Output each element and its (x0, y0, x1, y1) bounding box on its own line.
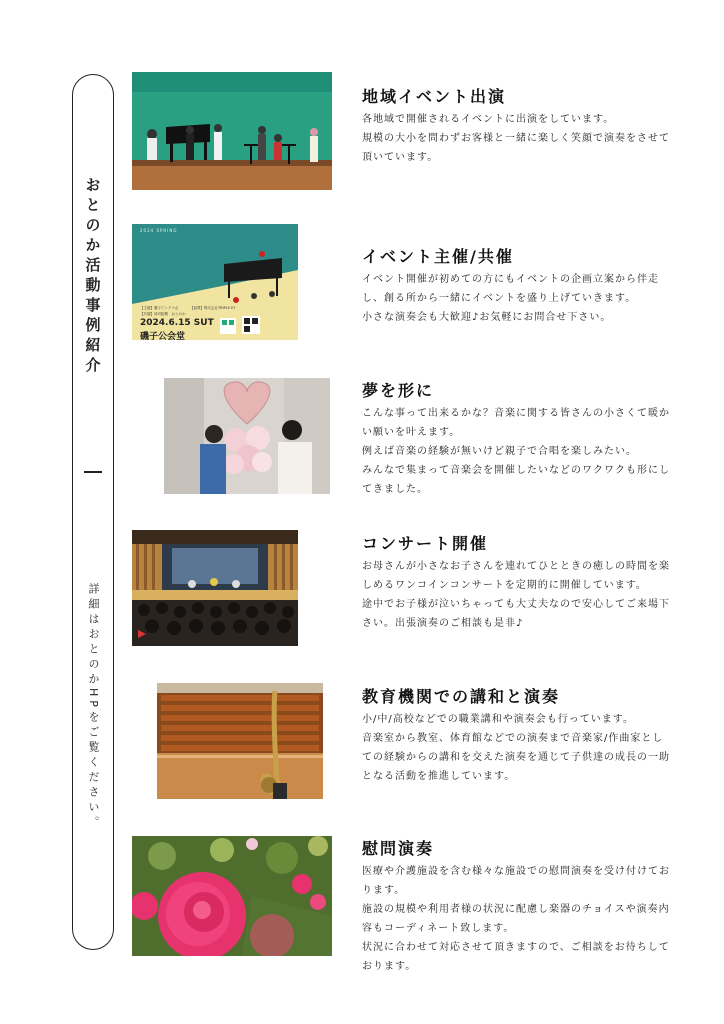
photo-auditorium-saxophone (157, 683, 323, 799)
poster-venue: 磯子公会堂 (140, 332, 186, 340)
section-title-local-event: 地域イベント出演 (362, 87, 507, 106)
section-text-education: 小/中/高校などでの職業講和や演奏会も行っています。 音楽室から教室、体育館などでの演奏まで音楽家/作曲家としての経験からの講和を交えた演奏を通じて子供達の成長の一助となる活動を推進しています。 (362, 714, 670, 782)
photo-event-poster (132, 224, 298, 340)
section-title-education: 教育機関での講和と演奏 (362, 687, 561, 706)
poster-date: 2024.6.15 SUT (140, 318, 214, 328)
section-title-visit-performance: 慰問演奏 (362, 839, 435, 858)
section-text-visit-performance: 医療や介護施設を含む様々な施設での慰問演奏を受け付けております。 施設の規模や利用者様の状況に配慮し楽器のチョイスや演奏内容もコーディネート致します。 状況に合わせて対応させて頂きますので、ご相談をお待ちしております。 (362, 866, 670, 972)
section-text-concert: お母さんが小さなお子さんを連れてひとときの癒しの時間を楽しめるワンコインコンサートを定期的に開催しています。 途中でお子様が泣いちゃっても大丈夫なので安心してご来場下さい。出張演奏のご相談も是非♪ (362, 561, 670, 629)
photo-stage-event (132, 72, 332, 190)
sidebar-frame (72, 74, 114, 950)
sidebar-title: おとのか活動事例紹介 (83, 177, 102, 377)
photo-balloons (164, 378, 330, 494)
poster-credit-1: 【主催】磯子ピンテナ企 (140, 306, 179, 310)
sidebar-subtitle: 詳細はおとのかHPをご覧ください。 (87, 583, 100, 831)
sidebar-divider (84, 471, 102, 473)
photo-rose-garden (132, 836, 332, 956)
poster-credit-3: 【共催】神司振興 おとのか (140, 312, 186, 316)
poster-header: 2024 SPRING (140, 228, 178, 233)
poster-credit-2: 【協賛】株式会社TRIPLE EY (190, 306, 236, 310)
section-text-dreams: こんな事って出来るかな？音楽に関する皆さんの小さくて暖かい願いを叶えます。 例えば音楽の経験が無いけど親子で合唱を楽しみたい。 みんなで集まって音楽会を開催したいなどのワクワクも形にしてきました。 (362, 408, 670, 495)
section-text-event-host: イベント開催が初めての方にもイベントの企画立案から伴走し、創る所から一緒にイベントを盛り上げていきます。 小さな演奏会も大歓迎♪お気軽にお問合せ下さい。 (362, 274, 659, 323)
photo-concert-hall (132, 530, 298, 646)
section-title-concert: コンサート開催 (362, 534, 489, 553)
section-title-dreams: 夢を形に (362, 381, 435, 400)
section-title-event-host: イベント主催/共催 (362, 247, 514, 266)
section-text-local-event: 各地域で開催されるイベントに出演をしています。 規模の大小を問わずお客様と一緒に楽しく笑顔で演奏をさせて頂いています。 (362, 114, 670, 163)
